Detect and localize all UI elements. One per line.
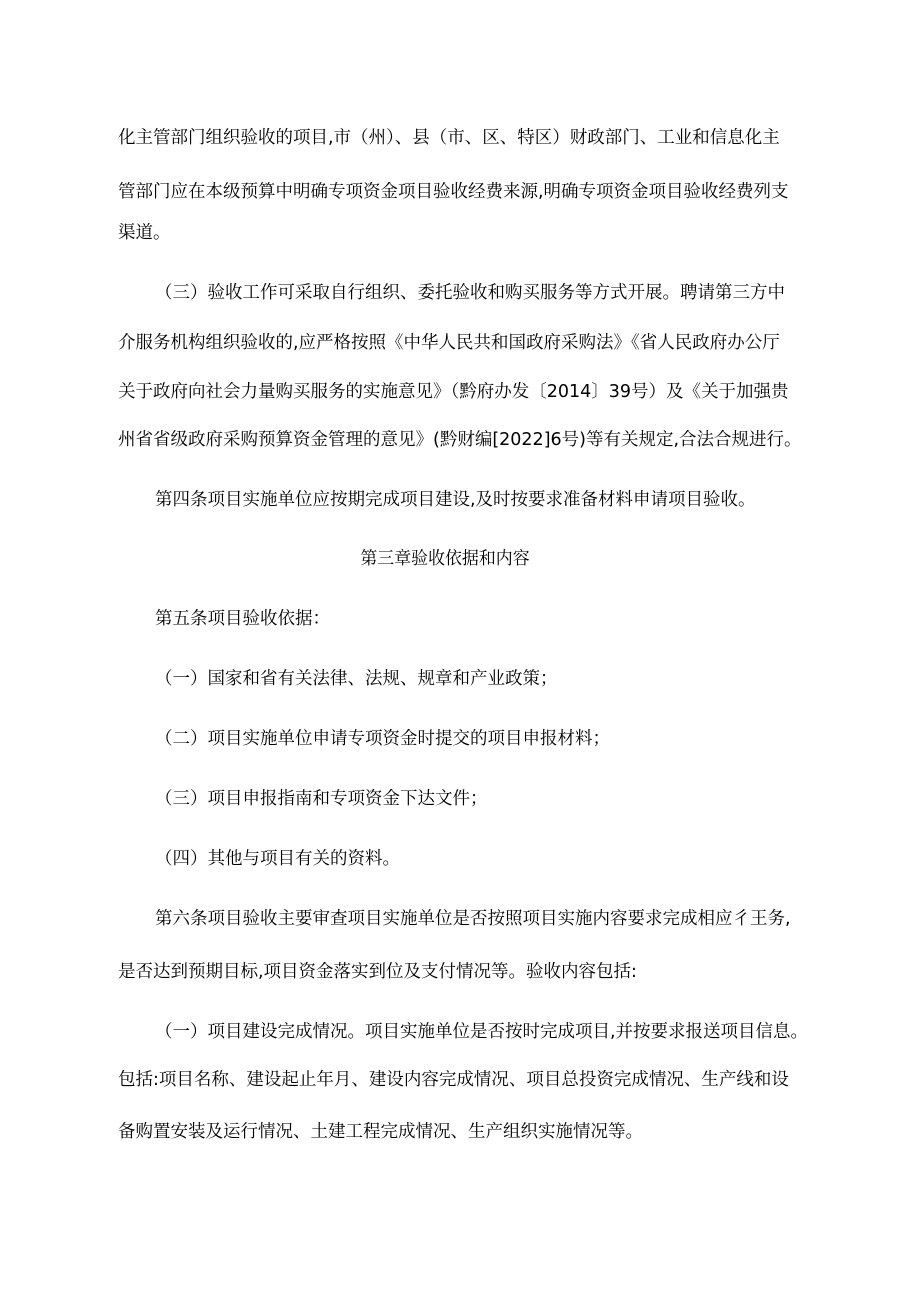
text-line: 备购置安装及运行情况、土建工程完成情况、生产组织实施情况等。 [118, 1122, 643, 1142]
text-line: 渠道。 [118, 223, 171, 243]
chapter-heading: 第三章验收依据和内容 [360, 549, 530, 569]
list-item: （四）其他与项目有关的资料。 [155, 849, 400, 869]
text-line: 州省省级政府采购预算资金管理的意见》(黔财编[2022]6号)等有关规定,合法合规进行。 [118, 430, 802, 450]
text-line: （一）项目建设完成情况。项目实施单位是否按时完成项目,并按要求报送项目信息。 [155, 1022, 809, 1042]
article-4: 第四条项目实施单位应按期完成项目建设,及时按要求准备材料申请项目验收。 [155, 490, 756, 510]
text-line: 第六条项目验收主要审查项目实施单位是否按照项目实施内容要求完成相应彳王务, [155, 909, 791, 929]
text-line: （三）验收工作可采取自行组织、委托验收和购买服务等方式开展。聘请第三方中 [155, 283, 785, 303]
text-line: 是否达到预期目标,项目资金落实到位及支付情况等。验收内容包括: [118, 962, 637, 982]
text-line: 介服务机构组织验收的,应严格按照《中华人民共和国政府采购法》《省人民政府办公厅 [118, 333, 780, 353]
list-item: （一）国家和省有关法律、法规、规章和产业政策； [155, 669, 558, 689]
text-line: 包括:项目名称、建设起止年月、建设内容完成情况、项目总投资完成情况、生产线和设 [118, 1070, 789, 1090]
list-item: （三）项目申报指南和专项资金下达文件； [155, 789, 488, 809]
list-item: （二）项目实施单位申请专项资金时提交的项目申报材料； [155, 729, 610, 749]
text-line: 关于政府向社会力量购买服务的实施意见》（黔府办发〔2014〕39号）及《关于加强贵 [118, 382, 789, 402]
text-line: 管部门应在本级预算中明确专项资金项目验收经费来源,明确专项资金项目验收经费列支 [118, 182, 789, 202]
article-5-title: 第五条项目验收依据： [155, 609, 330, 629]
text-line: 化主管部门组织验收的项目,市（州）、县（市、区、特区）财政部门、工业和信息化主 [118, 128, 780, 148]
